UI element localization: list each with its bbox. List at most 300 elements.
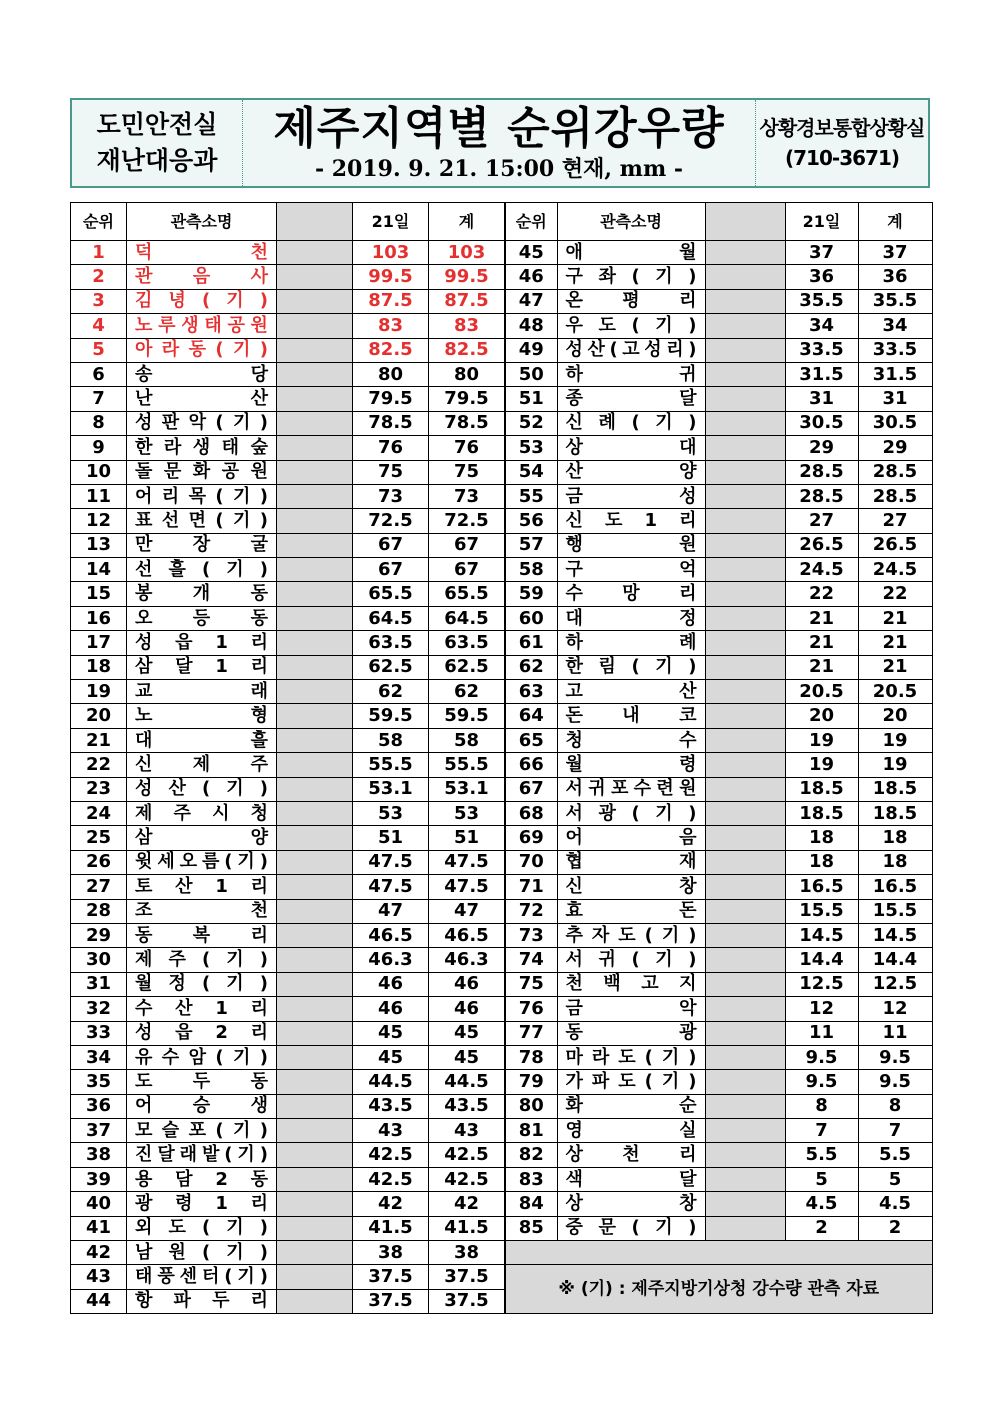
blank-cell (277, 631, 353, 655)
station-cell (127, 558, 277, 582)
rank-cell: 6 (71, 362, 127, 386)
table-row (505, 850, 932, 874)
station-name-text: 온 평 리 (565, 290, 697, 312)
station-name-text: 영 실 (565, 1119, 697, 1141)
station-name-text: 효 돈 (565, 900, 697, 922)
station-cell (557, 1143, 705, 1167)
table-row (71, 289, 505, 313)
rank-cell: 67 (505, 777, 557, 801)
rank-cell: 14 (71, 558, 127, 582)
total-cell: 46 (429, 997, 505, 1021)
blank-cell (277, 582, 353, 606)
rank-header: 순위 (71, 203, 127, 241)
total-cell: 67 (429, 533, 505, 557)
total-cell: 26.5 (858, 533, 932, 557)
blank-cell (277, 801, 353, 825)
station-name-text: 성 읍 1 리 (135, 631, 268, 653)
station-cell (557, 582, 705, 606)
station-name-text: 신 도 1 리 (565, 509, 697, 531)
day-cell: 59.5 (353, 704, 429, 728)
rank-cell: 81 (505, 1119, 557, 1143)
total-cell: 31.5 (858, 362, 932, 386)
blank-cell (705, 533, 785, 557)
day-cell: 46 (353, 997, 429, 1021)
rank-cell: 47 (505, 289, 557, 313)
day-cell: 24.5 (785, 558, 858, 582)
total-cell: 45 (429, 1021, 505, 1045)
station-cell (127, 362, 277, 386)
total-cell: 33.5 (858, 338, 932, 362)
table-row (505, 289, 932, 313)
station-name-text: 한 림 ( 기 ) (565, 656, 697, 678)
total-cell: 12.5 (858, 972, 932, 996)
blank-cell (277, 1143, 353, 1167)
station-cell (557, 972, 705, 996)
table-row (71, 314, 505, 338)
station-name-text: 용 담 2 동 (135, 1168, 268, 1190)
rank-cell: 21 (71, 728, 127, 752)
station-cell (127, 850, 277, 874)
total-cell: 19 (858, 753, 932, 777)
station-cell (557, 655, 705, 679)
blank-cell (705, 241, 785, 265)
rank-cell: 49 (505, 338, 557, 362)
rank-cell: 54 (505, 460, 557, 484)
rank-cell: 4 (71, 314, 127, 338)
table-row (505, 1119, 932, 1143)
total-cell: 47 (429, 899, 505, 923)
blank-cell (705, 972, 785, 996)
day-cell: 62 (353, 680, 429, 704)
station-name-text: 동 복 리 (135, 924, 268, 946)
day-cell: 46 (353, 972, 429, 996)
total-cell: 58 (429, 728, 505, 752)
station-cell (557, 753, 705, 777)
rank-cell: 82 (505, 1143, 557, 1167)
station-cell (127, 1167, 277, 1191)
rank-cell: 17 (71, 631, 127, 655)
rank-cell: 20 (71, 704, 127, 728)
total-cell: 12 (858, 997, 932, 1021)
station-name-text: 유 수 암 ( 기 ) (135, 1046, 268, 1068)
total-cell: 34 (858, 314, 932, 338)
table-row (71, 362, 505, 386)
rank-cell: 85 (505, 1216, 557, 1240)
total-cell: 19 (858, 728, 932, 752)
total-cell: 41.5 (429, 1216, 505, 1240)
station-name-text: 구 좌 ( 기 ) (565, 266, 697, 288)
total-cell: 78.5 (429, 411, 505, 435)
table-row (505, 631, 932, 655)
station-name-text: 동 광 (565, 1022, 697, 1044)
rainfall-table-left (70, 202, 505, 1314)
day-cell: 38 (353, 1241, 429, 1265)
rank-cell: 23 (71, 777, 127, 801)
station-cell (127, 1045, 277, 1069)
day-cell: 53.1 (353, 777, 429, 801)
total-cell: 43.5 (429, 1094, 505, 1118)
rank-cell: 59 (505, 582, 557, 606)
total-cell: 42.5 (429, 1167, 505, 1191)
total-cell: 5 (858, 1167, 932, 1191)
rank-cell: 26 (71, 850, 127, 874)
blank-cell (705, 801, 785, 825)
rank-cell: 38 (71, 1143, 127, 1167)
table-row (71, 387, 505, 411)
table-row (505, 1070, 932, 1094)
rank-cell: 3 (71, 289, 127, 313)
blank-cell (277, 655, 353, 679)
page-subtitle: - 2019. 9. 21. 15:00 현재, mm - (314, 156, 684, 182)
station-cell (127, 997, 277, 1021)
station-cell (127, 1021, 277, 1045)
station-name-text: 태 풍 센 터 ( 기 ) (135, 1266, 268, 1288)
table-row (71, 655, 505, 679)
rank-cell: 39 (71, 1167, 127, 1191)
rank-cell: 73 (505, 923, 557, 947)
station-cell (557, 314, 705, 338)
station-name-text: 가 파 도 ( 기 ) (565, 1070, 697, 1092)
day-cell: 37.5 (353, 1265, 429, 1289)
station-name-text: 제 주 시 청 (135, 802, 268, 824)
station-cell (557, 850, 705, 874)
station-name-text: 금 성 (565, 485, 697, 507)
day-cell: 18 (785, 850, 858, 874)
blank-cell (705, 850, 785, 874)
station-name-text: 송 당 (135, 363, 268, 385)
blank-cell (277, 753, 353, 777)
day-cell: 80 (353, 362, 429, 386)
station-name-text: 돈 내 코 (565, 705, 697, 727)
department-box (72, 100, 243, 186)
station-cell (127, 387, 277, 411)
rank-cell: 1 (71, 241, 127, 265)
station-cell (557, 875, 705, 899)
table-row (505, 1094, 932, 1118)
blank-cell (705, 1143, 785, 1167)
total-cell: 14.4 (858, 948, 932, 972)
rank-cell: 80 (505, 1094, 557, 1118)
day-cell: 19 (785, 728, 858, 752)
station-cell (557, 1167, 705, 1191)
station-name-text: 신 창 (565, 875, 697, 897)
rank-cell: 53 (505, 436, 557, 460)
table-row (505, 460, 932, 484)
station-cell (557, 362, 705, 386)
blank-cell (705, 997, 785, 1021)
station-cell (127, 1070, 277, 1094)
total-cell: 14.5 (858, 923, 932, 947)
station-cell (127, 1265, 277, 1289)
station-cell (127, 704, 277, 728)
table-row (505, 558, 932, 582)
rank-cell: 24 (71, 801, 127, 825)
rank-header: 순위 (505, 203, 557, 241)
day-cell: 37 (785, 241, 858, 265)
total-cell: 15.5 (858, 899, 932, 923)
table-row (71, 606, 505, 630)
station-name-text: 수 망 리 (565, 583, 697, 605)
table-row (71, 241, 505, 265)
day-cell: 53 (353, 801, 429, 825)
day-cell: 46.3 (353, 948, 429, 972)
station-cell (127, 1094, 277, 1118)
rank-cell: 8 (71, 411, 127, 435)
day-cell: 75 (353, 460, 429, 484)
total-cell: 36 (858, 265, 932, 289)
total-cell: 51 (429, 826, 505, 850)
day-cell: 19 (785, 753, 858, 777)
blank-cell (705, 1045, 785, 1069)
station-cell (127, 1119, 277, 1143)
office-name: 상황경보통합상황실 (759, 116, 925, 140)
station-name-text: 서 귀 ( 기 ) (565, 949, 697, 971)
day-cell: 27 (785, 509, 858, 533)
total-cell: 82.5 (429, 338, 505, 362)
day-cell: 8 (785, 1094, 858, 1118)
station-cell (557, 338, 705, 362)
station-name-text: 난 산 (135, 388, 268, 410)
total-cell: 30.5 (858, 411, 932, 435)
total-cell: 20.5 (858, 680, 932, 704)
day-cell: 87.5 (353, 289, 429, 313)
total-cell: 7 (858, 1119, 932, 1143)
station-cell (557, 923, 705, 947)
total-cell: 103 (429, 241, 505, 265)
total-cell: 83 (429, 314, 505, 338)
table-row (505, 923, 932, 947)
total-cell: 24.5 (858, 558, 932, 582)
total-cell: 47.5 (429, 875, 505, 899)
table-row (505, 704, 932, 728)
day-cell: 35.5 (785, 289, 858, 313)
blank-cell (705, 1192, 785, 1216)
station-name-text: 도 두 동 (135, 1070, 268, 1092)
total-cell: 65.5 (429, 582, 505, 606)
blank-cell (277, 1021, 353, 1045)
total-cell: 72.5 (429, 509, 505, 533)
day-cell: 7 (785, 1119, 858, 1143)
day-cell: 45 (353, 1045, 429, 1069)
table-row (71, 533, 505, 557)
rank-cell: 37 (71, 1119, 127, 1143)
blank-cell (705, 1119, 785, 1143)
page-title: 제주지역별 순위강우량 (273, 103, 725, 154)
station-name-text: 천 백 고 지 (565, 973, 697, 995)
total-cell: 46.5 (429, 923, 505, 947)
station-name-text: 관 음 사 (135, 266, 268, 288)
total-cell: 18.5 (858, 777, 932, 801)
total-cell: 42 (429, 1192, 505, 1216)
table-row (505, 997, 932, 1021)
blank-cell (277, 241, 353, 265)
day-cell: 58 (353, 728, 429, 752)
rank-cell: 84 (505, 1192, 557, 1216)
total-cell: 21 (858, 606, 932, 630)
station-name-text: 종 달 (565, 388, 697, 410)
table-row (505, 680, 932, 704)
station-cell (127, 509, 277, 533)
day-cell: 12.5 (785, 972, 858, 996)
station-name-text: 성 산 ( 고 성 리 ) (565, 339, 697, 361)
station-cell (127, 241, 277, 265)
total-cell: 21 (858, 631, 932, 655)
day-cell: 21 (785, 606, 858, 630)
blank-cell (705, 289, 785, 313)
station-cell (557, 801, 705, 825)
day-cell: 18.5 (785, 777, 858, 801)
rank-cell: 77 (505, 1021, 557, 1045)
rank-cell: 33 (71, 1021, 127, 1045)
table-row (71, 777, 505, 801)
day-cell: 30.5 (785, 411, 858, 435)
blank-cell (277, 1167, 353, 1191)
day-cell: 83 (353, 314, 429, 338)
table-row (505, 1021, 932, 1045)
day-cell: 22 (785, 582, 858, 606)
blank-cell (277, 533, 353, 557)
rank-cell: 57 (505, 533, 557, 557)
blank-cell (705, 484, 785, 508)
blank-cell (277, 1216, 353, 1240)
station-name-text: 산 양 (565, 461, 697, 483)
station-name-text: 성 읍 2 리 (135, 1022, 268, 1044)
station-name-text: 만 장 굴 (135, 534, 268, 556)
station-cell (127, 582, 277, 606)
rank-cell: 62 (505, 655, 557, 679)
rank-cell: 78 (505, 1045, 557, 1069)
station-name-text: 성 산 ( 기 ) (135, 778, 268, 800)
table-row (505, 1167, 932, 1191)
table-row (71, 1045, 505, 1069)
blank-cell (277, 728, 353, 752)
blank-cell (277, 923, 353, 947)
rank-cell: 71 (505, 875, 557, 899)
total-cell: 62.5 (429, 655, 505, 679)
table-row (71, 1119, 505, 1143)
station-name-text: 대 흘 (135, 729, 268, 751)
station-name-text: 돌 문 화 공 원 (135, 461, 268, 483)
table-row (71, 411, 505, 435)
table-row (505, 1192, 932, 1216)
day-cell: 82.5 (353, 338, 429, 362)
day-cell: 14.4 (785, 948, 858, 972)
station-name-text: 표 선 면 ( 기 ) (135, 509, 268, 531)
station-cell (127, 680, 277, 704)
blank-cell (277, 1265, 353, 1289)
table-row (71, 972, 505, 996)
total-cell: 99.5 (429, 265, 505, 289)
station-name-text: 신 례 ( 기 ) (565, 412, 697, 434)
total-cell: 76 (429, 436, 505, 460)
table-row (71, 753, 505, 777)
table-row (71, 680, 505, 704)
total-cell: 75 (429, 460, 505, 484)
office-box (755, 100, 928, 186)
blank-cell (705, 704, 785, 728)
blank-cell (277, 777, 353, 801)
table-row (505, 533, 932, 557)
blank-cell (705, 923, 785, 947)
station-cell (557, 1192, 705, 1216)
day-cell: 5 (785, 1167, 858, 1191)
station-header: 관측소명 (127, 203, 277, 241)
station-name-text: 윗 세 오 름 ( 기 ) (135, 851, 268, 873)
station-cell (127, 777, 277, 801)
table-row (71, 1192, 505, 1216)
blank-cell (705, 411, 785, 435)
station-name-text: 하 례 (565, 631, 697, 653)
station-cell (557, 509, 705, 533)
table-row (505, 948, 932, 972)
blank-cell (277, 314, 353, 338)
total-cell: 28.5 (858, 460, 932, 484)
station-name-text: 어 리 목 ( 기 ) (135, 485, 268, 507)
day-cell: 34 (785, 314, 858, 338)
rank-cell: 61 (505, 631, 557, 655)
rank-cell: 18 (71, 655, 127, 679)
table-row (71, 460, 505, 484)
total-cell: 80 (429, 362, 505, 386)
station-name-text: 상 창 (565, 1192, 697, 1214)
blank-cell (705, 948, 785, 972)
total-cell: 18 (858, 850, 932, 874)
station-name-text: 추 자 도 ( 기 ) (565, 924, 697, 946)
blank-cell (277, 997, 353, 1021)
station-name-text: 서 귀 포 수 련 원 (565, 778, 697, 800)
day-cell: 26.5 (785, 533, 858, 557)
blank-cell (705, 1167, 785, 1191)
day-header: 21일 (785, 203, 858, 241)
station-cell (557, 533, 705, 557)
day-cell: 76 (353, 436, 429, 460)
station-name-text: 삼 양 (135, 827, 268, 849)
blank-cell (705, 338, 785, 362)
total-cell: 44.5 (429, 1070, 505, 1094)
table-row (505, 1143, 932, 1167)
station-name-text: 우 도 ( 기 ) (565, 314, 697, 336)
day-cell: 67 (353, 533, 429, 557)
station-name-text: 마 라 도 ( 기 ) (565, 1046, 697, 1068)
station-cell (127, 606, 277, 630)
station-name-text: 항 파 두 리 (135, 1290, 268, 1312)
day-cell: 9.5 (785, 1045, 858, 1069)
blank-cell (277, 1289, 353, 1313)
total-cell: 62 (429, 680, 505, 704)
day-cell: 78.5 (353, 411, 429, 435)
total-cell: 37.5 (429, 1265, 505, 1289)
station-cell (127, 1241, 277, 1265)
rank-cell: 36 (71, 1094, 127, 1118)
day-cell: 51 (353, 826, 429, 850)
day-cell: 67 (353, 558, 429, 582)
total-cell: 31 (858, 387, 932, 411)
day-cell: 43 (353, 1119, 429, 1143)
total-cell: 45 (429, 1045, 505, 1069)
station-cell (127, 533, 277, 557)
rank-cell: 7 (71, 387, 127, 411)
rank-cell: 29 (71, 923, 127, 947)
table-row (71, 265, 505, 289)
rank-cell: 34 (71, 1045, 127, 1069)
table-row (71, 1143, 505, 1167)
table-row (505, 509, 932, 533)
total-cell: 37.5 (429, 1289, 505, 1313)
blank-cell (705, 826, 785, 850)
station-cell (127, 826, 277, 850)
blank-cell (277, 460, 353, 484)
title-box (243, 100, 755, 186)
